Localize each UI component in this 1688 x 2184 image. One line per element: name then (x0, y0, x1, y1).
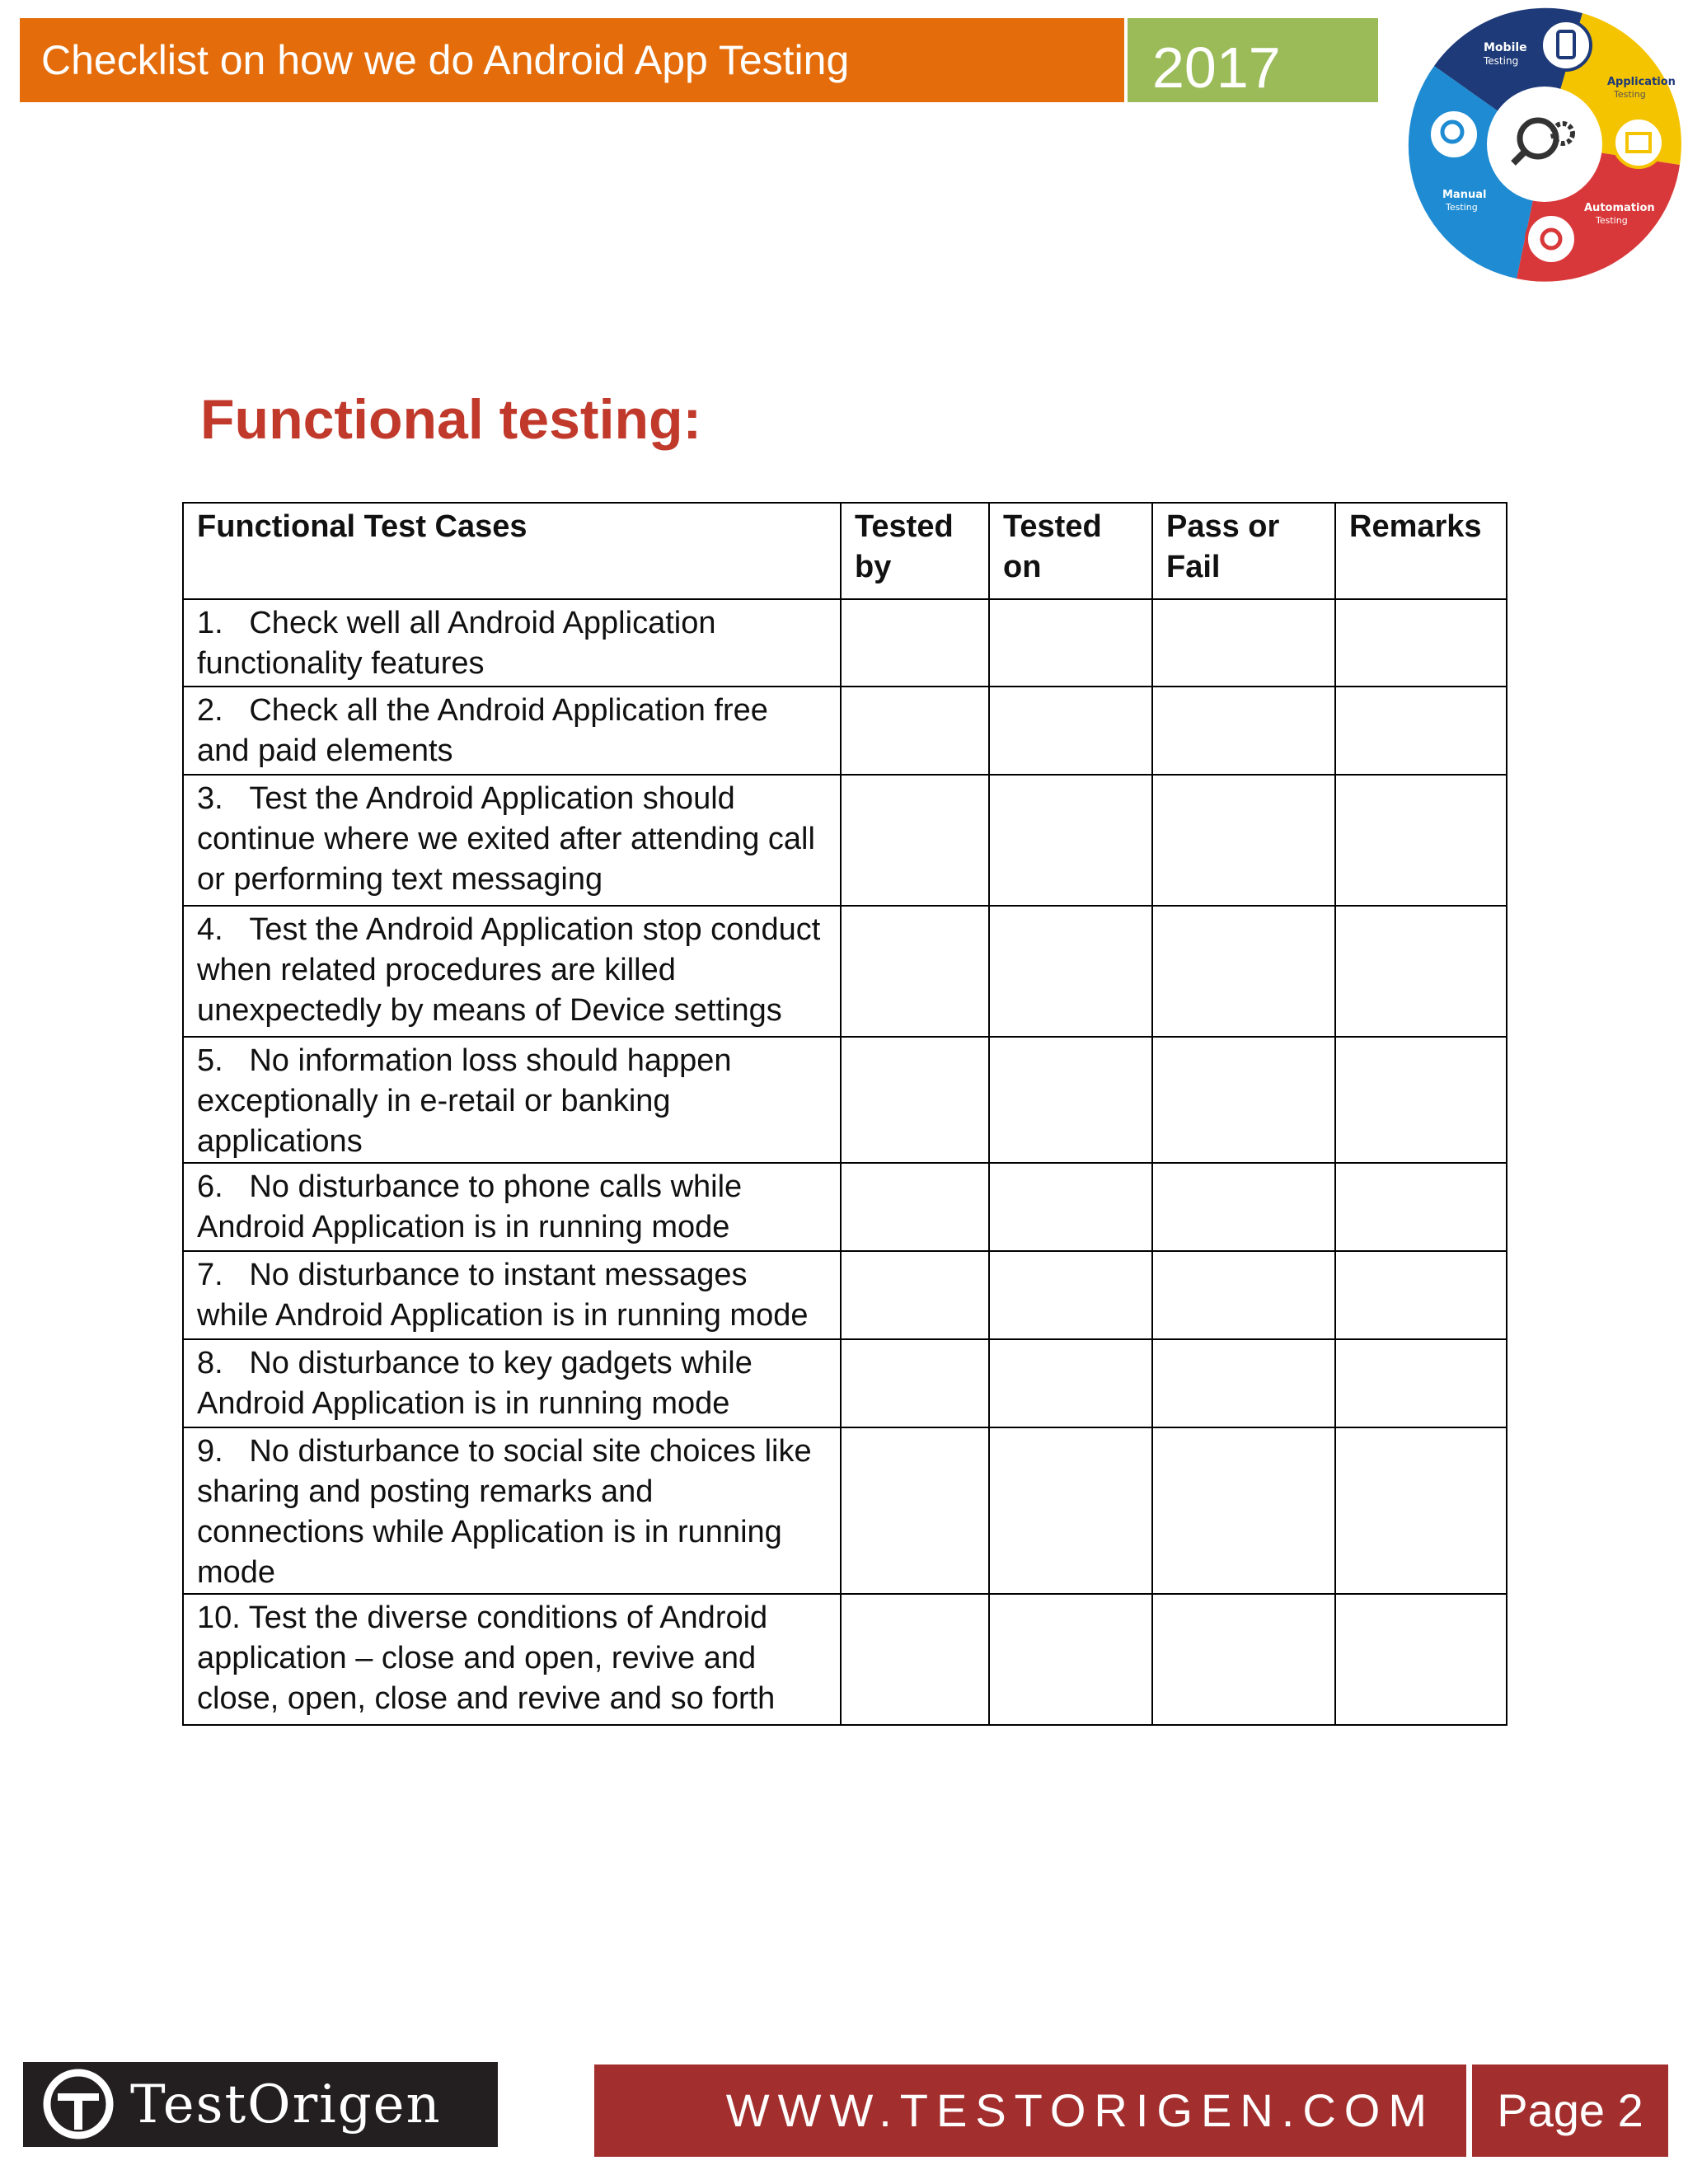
remarks-cell[interactable] (1335, 1594, 1507, 1725)
company-logo-mark-icon (33, 2062, 124, 2147)
pass-fail-cell[interactable] (1152, 1594, 1335, 1725)
window-app-icon (1614, 118, 1663, 167)
company-logo-text: TestOrigen (130, 2074, 442, 2135)
pass-fail-cell[interactable] (1152, 1339, 1335, 1427)
application-testing-title: Application (1607, 76, 1676, 88)
table-row (183, 1163, 1507, 1251)
table-row (183, 1427, 1507, 1594)
mobile-testing-sub: Testing (1484, 55, 1519, 67)
page-number: Page 2 (1472, 2064, 1668, 2157)
remarks-cell[interactable] (1335, 1251, 1507, 1339)
remarks-cell[interactable] (1335, 599, 1507, 687)
tested-on-cell[interactable] (989, 687, 1152, 775)
remarks-cell[interactable] (1335, 906, 1507, 1037)
test-case-cell: 4. Test the Android Application stop conduct when related procedures are killed unexpectedly by means of Device settings (183, 906, 841, 1037)
remarks-cell[interactable] (1335, 1037, 1507, 1163)
mobile-testing-title: Mobile (1484, 41, 1527, 54)
table-row (183, 1037, 1507, 1163)
remarks-cell[interactable] (1335, 1427, 1507, 1594)
table-row (183, 1251, 1507, 1339)
col-header-tested-by: Tested by (841, 503, 989, 599)
pass-fail-cell[interactable] (1152, 775, 1335, 906)
tested-by-cell[interactable] (841, 1037, 989, 1163)
remarks-cell[interactable] (1335, 775, 1507, 906)
tested-by-cell[interactable] (841, 1163, 989, 1251)
tested-on-cell[interactable] (989, 1594, 1152, 1725)
pass-fail-cell[interactable] (1152, 906, 1335, 1037)
tested-on-cell[interactable] (989, 1339, 1152, 1427)
phone-touch-icon (1541, 21, 1591, 70)
test-case-cell: 1. Check well all Android Application functionality features (183, 599, 841, 687)
pass-fail-cell[interactable] (1152, 1251, 1335, 1339)
table-row (183, 775, 1507, 906)
company-logo (23, 2062, 498, 2147)
test-case-cell: 9. No disturbance to social site choices like sharing and posting remarks and connections while Application is in running mode (183, 1427, 841, 1594)
test-case-cell: 8. No disturbance to key gadgets while Android Application is in running mode (183, 1339, 841, 1427)
pass-fail-cell[interactable] (1152, 687, 1335, 775)
gears-automation-icon (1526, 214, 1576, 264)
remarks-cell[interactable] (1335, 1339, 1507, 1427)
pass-fail-cell[interactable] (1152, 1427, 1335, 1594)
functional-test-checklist-table (182, 502, 1507, 1726)
tested-by-cell[interactable] (841, 775, 989, 906)
remarks-cell[interactable] (1335, 1163, 1507, 1251)
col-header-test-cases: Functional Test Cases (183, 503, 841, 599)
tested-on-cell[interactable] (989, 1163, 1152, 1251)
tested-on-cell[interactable] (989, 1427, 1152, 1594)
tested-by-cell[interactable] (841, 687, 989, 775)
table-header-row (183, 503, 1507, 599)
pass-fail-cell[interactable] (1152, 1037, 1335, 1163)
tested-on-cell[interactable] (989, 775, 1152, 906)
col-header-pass-fail: Pass or Fail (1152, 503, 1335, 599)
pass-fail-cell[interactable] (1152, 599, 1335, 687)
tested-on-cell[interactable] (989, 599, 1152, 687)
table-row (183, 1594, 1507, 1725)
test-case-cell: 10. Test the diverse conditions of Android application – close and open, revive and close, open, close and revive and so forth (183, 1594, 841, 1725)
table-row (183, 1339, 1507, 1427)
remarks-cell[interactable] (1335, 687, 1507, 775)
pass-fail-cell[interactable] (1152, 1163, 1335, 1251)
table-row (183, 687, 1507, 775)
tested-by-cell[interactable] (841, 599, 989, 687)
tested-by-cell[interactable] (841, 1339, 989, 1427)
table-row (183, 906, 1507, 1037)
tested-on-cell[interactable] (989, 906, 1152, 1037)
automation-testing-title: Automation (1584, 202, 1655, 214)
test-case-cell: 3. Test the Android Application should continue where we exited after attending call or performing text messaging (183, 775, 841, 906)
application-testing-sub: Testing (1614, 89, 1646, 100)
test-case-cell: 7. No disturbance to instant messages while Android Application is in running mode (183, 1251, 841, 1339)
tested-on-cell[interactable] (989, 1037, 1152, 1163)
tested-on-cell[interactable] (989, 1251, 1152, 1339)
tested-by-cell[interactable] (841, 1427, 989, 1594)
tested-by-cell[interactable] (841, 1251, 989, 1339)
col-header-tested-on: Tested on (989, 503, 1152, 599)
test-case-cell: 5. No information loss should happen exceptionally in e-retail or banking applications (183, 1037, 841, 1163)
website-url: WWW.TESTORIGEN.COM (594, 2064, 1466, 2157)
bug-search-icon (1429, 110, 1479, 159)
year-badge: 2017 (1128, 18, 1378, 102)
manual-testing-title: Manual (1442, 189, 1487, 201)
tested-by-cell[interactable] (841, 906, 989, 1037)
test-case-cell: 6. No disturbance to phone calls while Android Application is in running mode (183, 1163, 841, 1251)
manual-testing-sub: Testing (1446, 202, 1478, 213)
table-row (183, 599, 1507, 687)
test-case-cell: 2. Check all the Android Application free and paid elements (183, 687, 841, 775)
document-title-banner: Checklist on how we do Android App Testing (20, 18, 1124, 102)
tested-by-cell[interactable] (841, 1594, 989, 1725)
automation-testing-sub: Testing (1596, 215, 1628, 226)
col-header-remarks: Remarks (1335, 503, 1507, 599)
section-heading: Functional testing: (200, 388, 702, 451)
testing-types-wheel-logo (1401, 0, 1688, 288)
